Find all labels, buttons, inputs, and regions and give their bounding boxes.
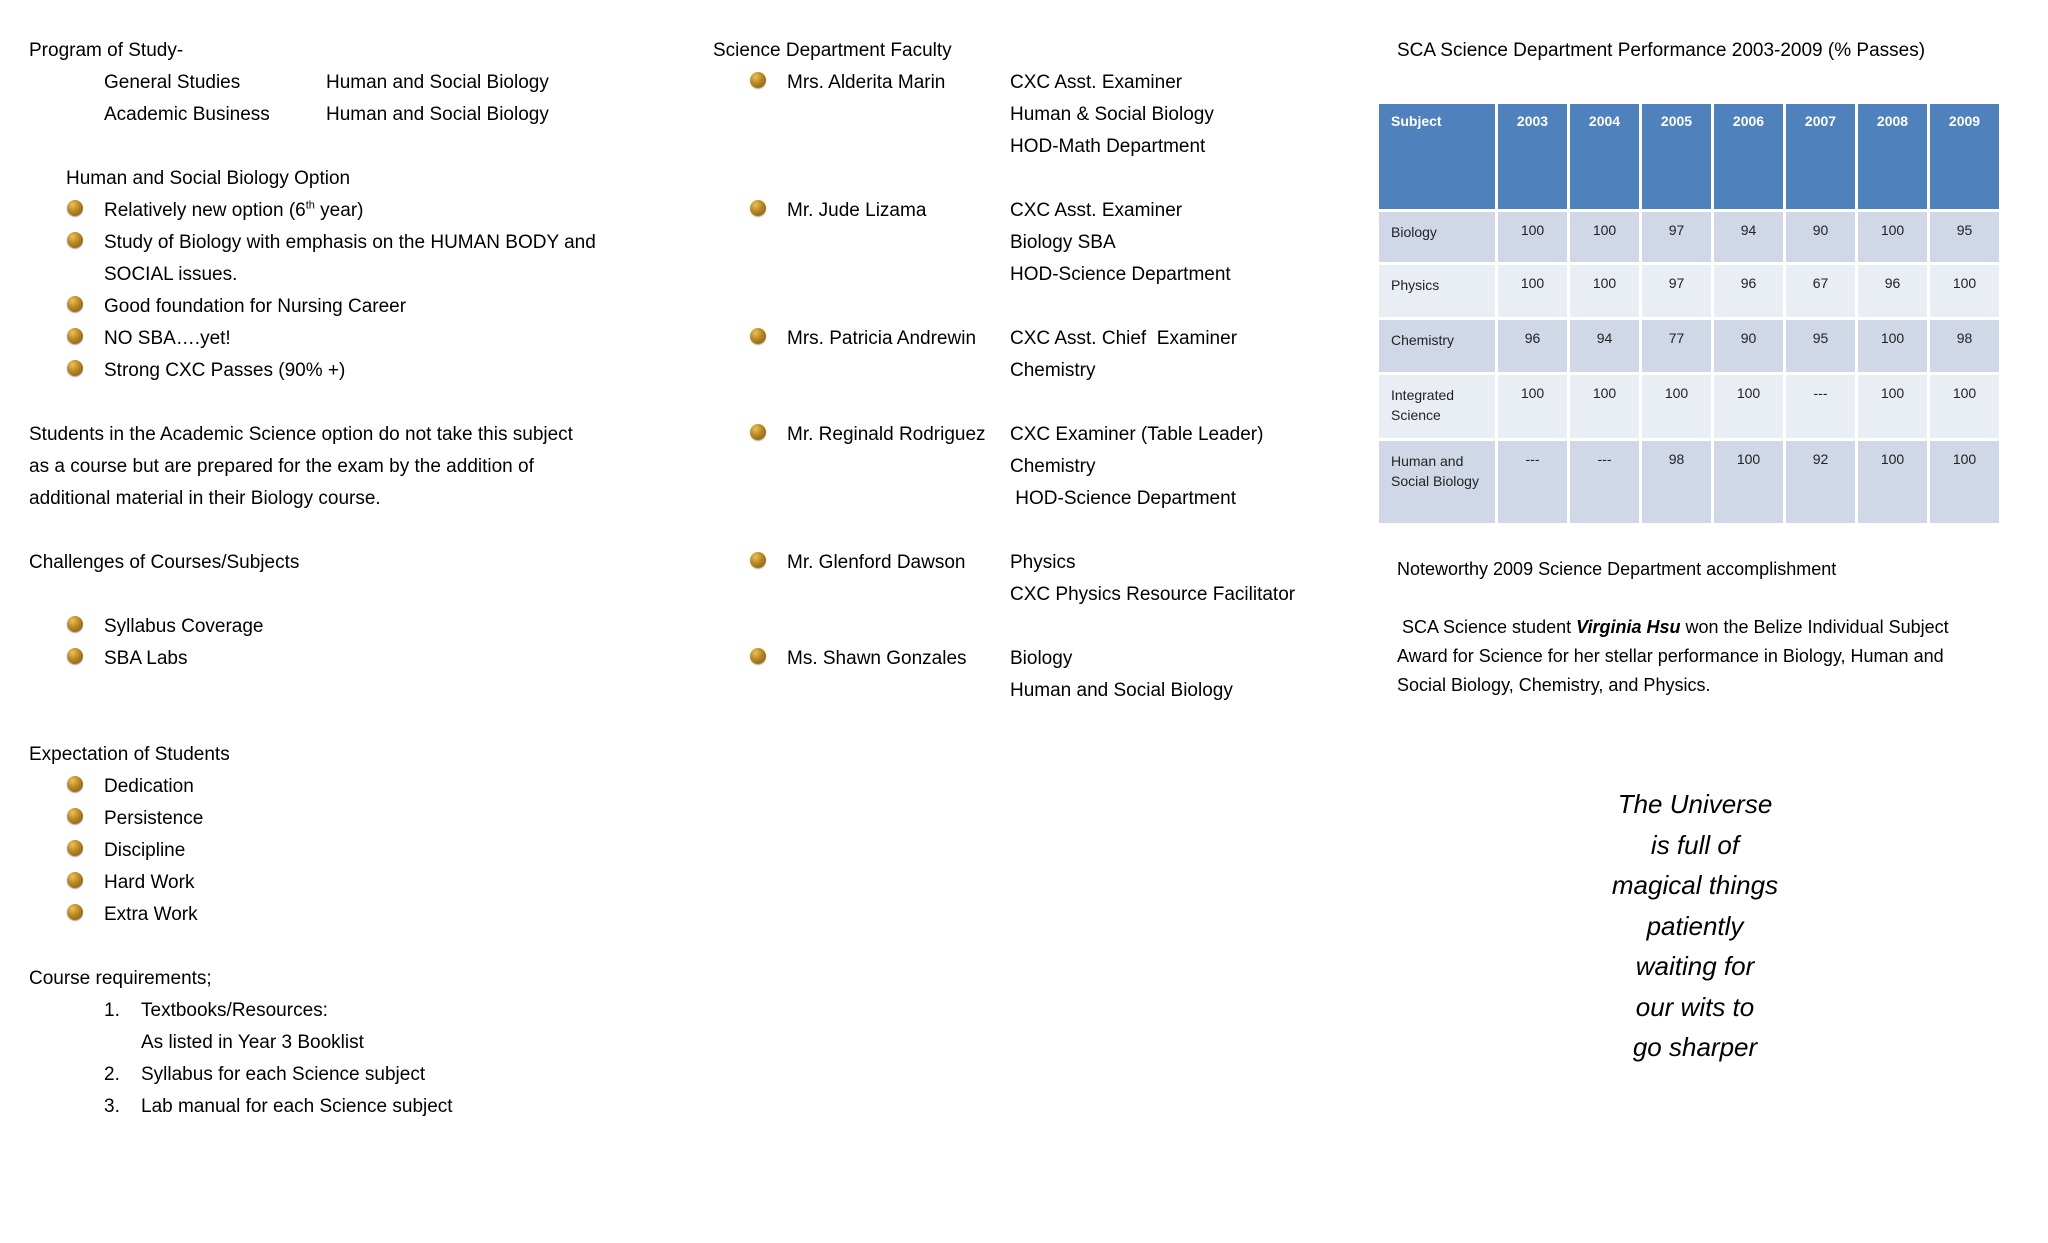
bullet-icon	[67, 296, 83, 312]
table-cell: 90	[1714, 320, 1783, 372]
quote-line: The Universe	[1617, 789, 1773, 819]
table-cell: 95	[1930, 212, 1999, 262]
option-item: Strong CXC Passes (90% +)	[104, 360, 346, 381]
faculty-role: CXC Asst. Examiner	[1010, 72, 1183, 93]
program-subject: Human and Social Biology	[326, 72, 549, 93]
table-cell: 95	[1786, 320, 1855, 372]
table-cell: 100	[1930, 265, 1999, 317]
requirement-item: As listed in Year 3 Booklist	[141, 1032, 364, 1053]
bullet-icon	[750, 200, 766, 216]
option-item: Good foundation for Nursing Career	[104, 296, 407, 317]
program-heading: Program of Study-	[29, 40, 184, 61]
table-cell: 100	[1498, 212, 1567, 262]
faculty-name: Mrs. Alderita Marin	[787, 72, 946, 93]
table-cell: 100	[1714, 441, 1783, 523]
table-row	[1379, 265, 1999, 317]
bullet-icon	[67, 328, 83, 344]
table-cell: 100	[1858, 441, 1927, 523]
requirement-number: 2.	[104, 1064, 120, 1085]
accomplishment-heading: Noteworthy 2009 Science Department accomplishment	[1397, 559, 1837, 579]
bullet-icon	[67, 360, 83, 376]
requirement-number: 3.	[104, 1096, 120, 1117]
option-item: Study of Biology with emphasis on the HUMAN BODY and	[104, 232, 596, 253]
table-cell: 100	[1570, 212, 1639, 262]
faculty-role: Human and Social Biology	[1010, 680, 1233, 701]
table-cell: 100	[1858, 375, 1927, 438]
faculty-role: Physics	[1010, 552, 1076, 573]
faculty-role: Biology SBA	[1010, 232, 1116, 253]
column-header: 2003	[1498, 104, 1567, 209]
faculty-role: HOD-Science Department	[1010, 264, 1231, 285]
table-cell: ---	[1570, 441, 1639, 523]
challenge-item: Syllabus Coverage	[104, 616, 264, 637]
faculty-name: Mr. Glenford Dawson	[787, 552, 966, 573]
bullet-icon	[67, 840, 83, 856]
accomplishment-line: SCA Science student Virginia Hsu won the Belize Individual Subject	[1397, 617, 1949, 637]
column-header: 2004	[1570, 104, 1639, 209]
table-cell: 96	[1858, 265, 1927, 317]
bullet-icon	[67, 776, 83, 792]
table-cell-subject: Human and Social Biology	[1379, 441, 1495, 523]
faculty-role: Biology	[1010, 648, 1073, 669]
table-cell-subject: Chemistry	[1379, 320, 1495, 372]
faculty-role: CXC Physics Resource Facilitator	[1010, 584, 1296, 605]
challenges-heading: Challenges of Courses/Subjects	[29, 552, 300, 573]
table-title: SCA Science Department Performance 2003-2009 (% Passes)	[1397, 40, 1926, 61]
table-cell: 97	[1642, 212, 1711, 262]
bullet-icon	[750, 552, 766, 568]
bullet-icon	[67, 872, 83, 888]
bullet-icon	[67, 616, 83, 632]
bullet-icon	[67, 232, 83, 248]
table-cell-subject: Biology	[1379, 212, 1495, 262]
quote-line: patiently	[1646, 910, 1744, 941]
table-cell: 100	[1642, 375, 1711, 438]
table-cell: 100	[1498, 265, 1567, 317]
table-cell: 100	[1570, 265, 1639, 317]
faculty-name: Mr. Jude Lizama	[787, 200, 927, 221]
expectation-item: Persistence	[104, 808, 204, 829]
table-cell: 100	[1498, 375, 1567, 438]
table-cell: ---	[1498, 441, 1567, 523]
table-cell: ---	[1786, 375, 1855, 438]
student-name: Virginia Hsu	[1576, 617, 1681, 637]
bullet-icon	[67, 808, 83, 824]
table-cell: 100	[1570, 375, 1639, 438]
requirement-item: Syllabus for each Science subject	[141, 1064, 426, 1085]
bullet-icon	[750, 648, 766, 664]
bullet-icon	[67, 200, 83, 216]
expectation-item: Extra Work	[104, 904, 198, 925]
faculty-heading: Science Department Faculty	[713, 40, 952, 61]
requirement-number: 1.	[104, 1000, 120, 1021]
table-row	[1379, 441, 1999, 523]
performance-table	[1376, 101, 2002, 526]
faculty-role: Chemistry	[1010, 456, 1096, 477]
quote-line: our wits to	[1635, 991, 1755, 1022]
option-item-continued: SOCIAL issues.	[104, 264, 238, 285]
faculty-role: HOD-Science Department	[1010, 488, 1236, 509]
quote-line: go sharper	[1632, 1032, 1758, 1062]
bullet-icon	[750, 72, 766, 88]
table-cell: 94	[1714, 212, 1783, 262]
table-cell: 90	[1786, 212, 1855, 262]
bullet-icon	[750, 424, 766, 440]
table-row	[1379, 375, 1999, 438]
requirement-item: Textbooks/Resources:	[141, 1000, 328, 1021]
faculty-name: Mr. Reginald Rodriguez	[787, 424, 986, 445]
option-heading: Human and Social Biology Option	[66, 168, 351, 189]
academic-note-line: additional material in their Biology course.	[29, 488, 381, 509]
table-header-row	[1379, 104, 1999, 209]
accomplishment-line: Award for Science for her stellar performance in Biology, Human and	[1397, 646, 1944, 666]
table-cell: 97	[1642, 265, 1711, 317]
column-header: 2008	[1858, 104, 1927, 209]
column-header: 2006	[1714, 104, 1783, 209]
table-row	[1379, 320, 1999, 372]
column-header: 2005	[1642, 104, 1711, 209]
expectation-item: Dedication	[104, 776, 194, 797]
quote	[1560, 784, 1830, 1068]
academic-note-line: Students in the Academic Science option do not take this subject	[29, 424, 573, 445]
column-header: 2009	[1930, 104, 1999, 209]
table-cell-subject: Physics	[1379, 265, 1495, 317]
bullet-icon	[67, 904, 83, 920]
faculty-role: CXC Asst. Chief Examiner	[1010, 328, 1238, 349]
challenge-item: SBA Labs	[104, 648, 188, 669]
faculty-role: Human & Social Biology	[1010, 104, 1214, 125]
table-cell: 100	[1714, 375, 1783, 438]
table-cell: 94	[1570, 320, 1639, 372]
academic-note-line: as a course but are prepared for the exam by the addition of	[29, 456, 534, 477]
option-item: Relatively new option (6th year)	[104, 199, 364, 221]
accomplishment-line: Social Biology, Chemistry, and Physics.	[1397, 675, 1711, 695]
table-cell: 77	[1642, 320, 1711, 372]
column-header: 2007	[1786, 104, 1855, 209]
program-track: Academic Business	[104, 104, 270, 125]
table-cell: 100	[1930, 441, 1999, 523]
expectation-heading: Expectation of Students	[29, 744, 230, 765]
program-subject: Human and Social Biology	[326, 104, 549, 125]
table-cell: 100	[1858, 212, 1927, 262]
quote-line: waiting for	[1635, 951, 1755, 981]
bullet-icon	[750, 328, 766, 344]
requirement-item: Lab manual for each Science subject	[141, 1096, 453, 1117]
quote-line: magical things	[1611, 870, 1779, 900]
table-cell: 98	[1642, 441, 1711, 523]
table-cell: 92	[1786, 441, 1855, 523]
table-row	[1379, 212, 1999, 262]
column-header: Subject	[1379, 104, 1495, 209]
table-cell: 96	[1714, 265, 1783, 317]
table-cell: 67	[1786, 265, 1855, 317]
table-cell: 96	[1498, 320, 1567, 372]
table-cell: 100	[1858, 320, 1927, 372]
quote-line: is full of	[1650, 829, 1740, 860]
bullet-icon	[67, 648, 83, 664]
program-track: General Studies	[104, 72, 241, 93]
expectation-item: Discipline	[104, 840, 186, 861]
table-cell: 98	[1930, 320, 1999, 372]
table-cell-subject: Integrated Science	[1379, 375, 1495, 438]
table-cell: 100	[1930, 375, 1999, 438]
faculty-role: CXC Examiner (Table Leader)	[1010, 424, 1264, 445]
faculty-name: Mrs. Patricia Andrewin	[787, 328, 977, 349]
faculty-name: Ms. Shawn Gonzales	[787, 648, 967, 669]
faculty-role: HOD-Math Department	[1010, 136, 1206, 157]
requirements-heading: Course requirements;	[29, 968, 212, 989]
option-item: NO SBA….yet!	[104, 328, 231, 349]
faculty-role: Chemistry	[1010, 360, 1096, 381]
expectation-item: Hard Work	[104, 872, 195, 893]
faculty-role: CXC Asst. Examiner	[1010, 200, 1183, 221]
